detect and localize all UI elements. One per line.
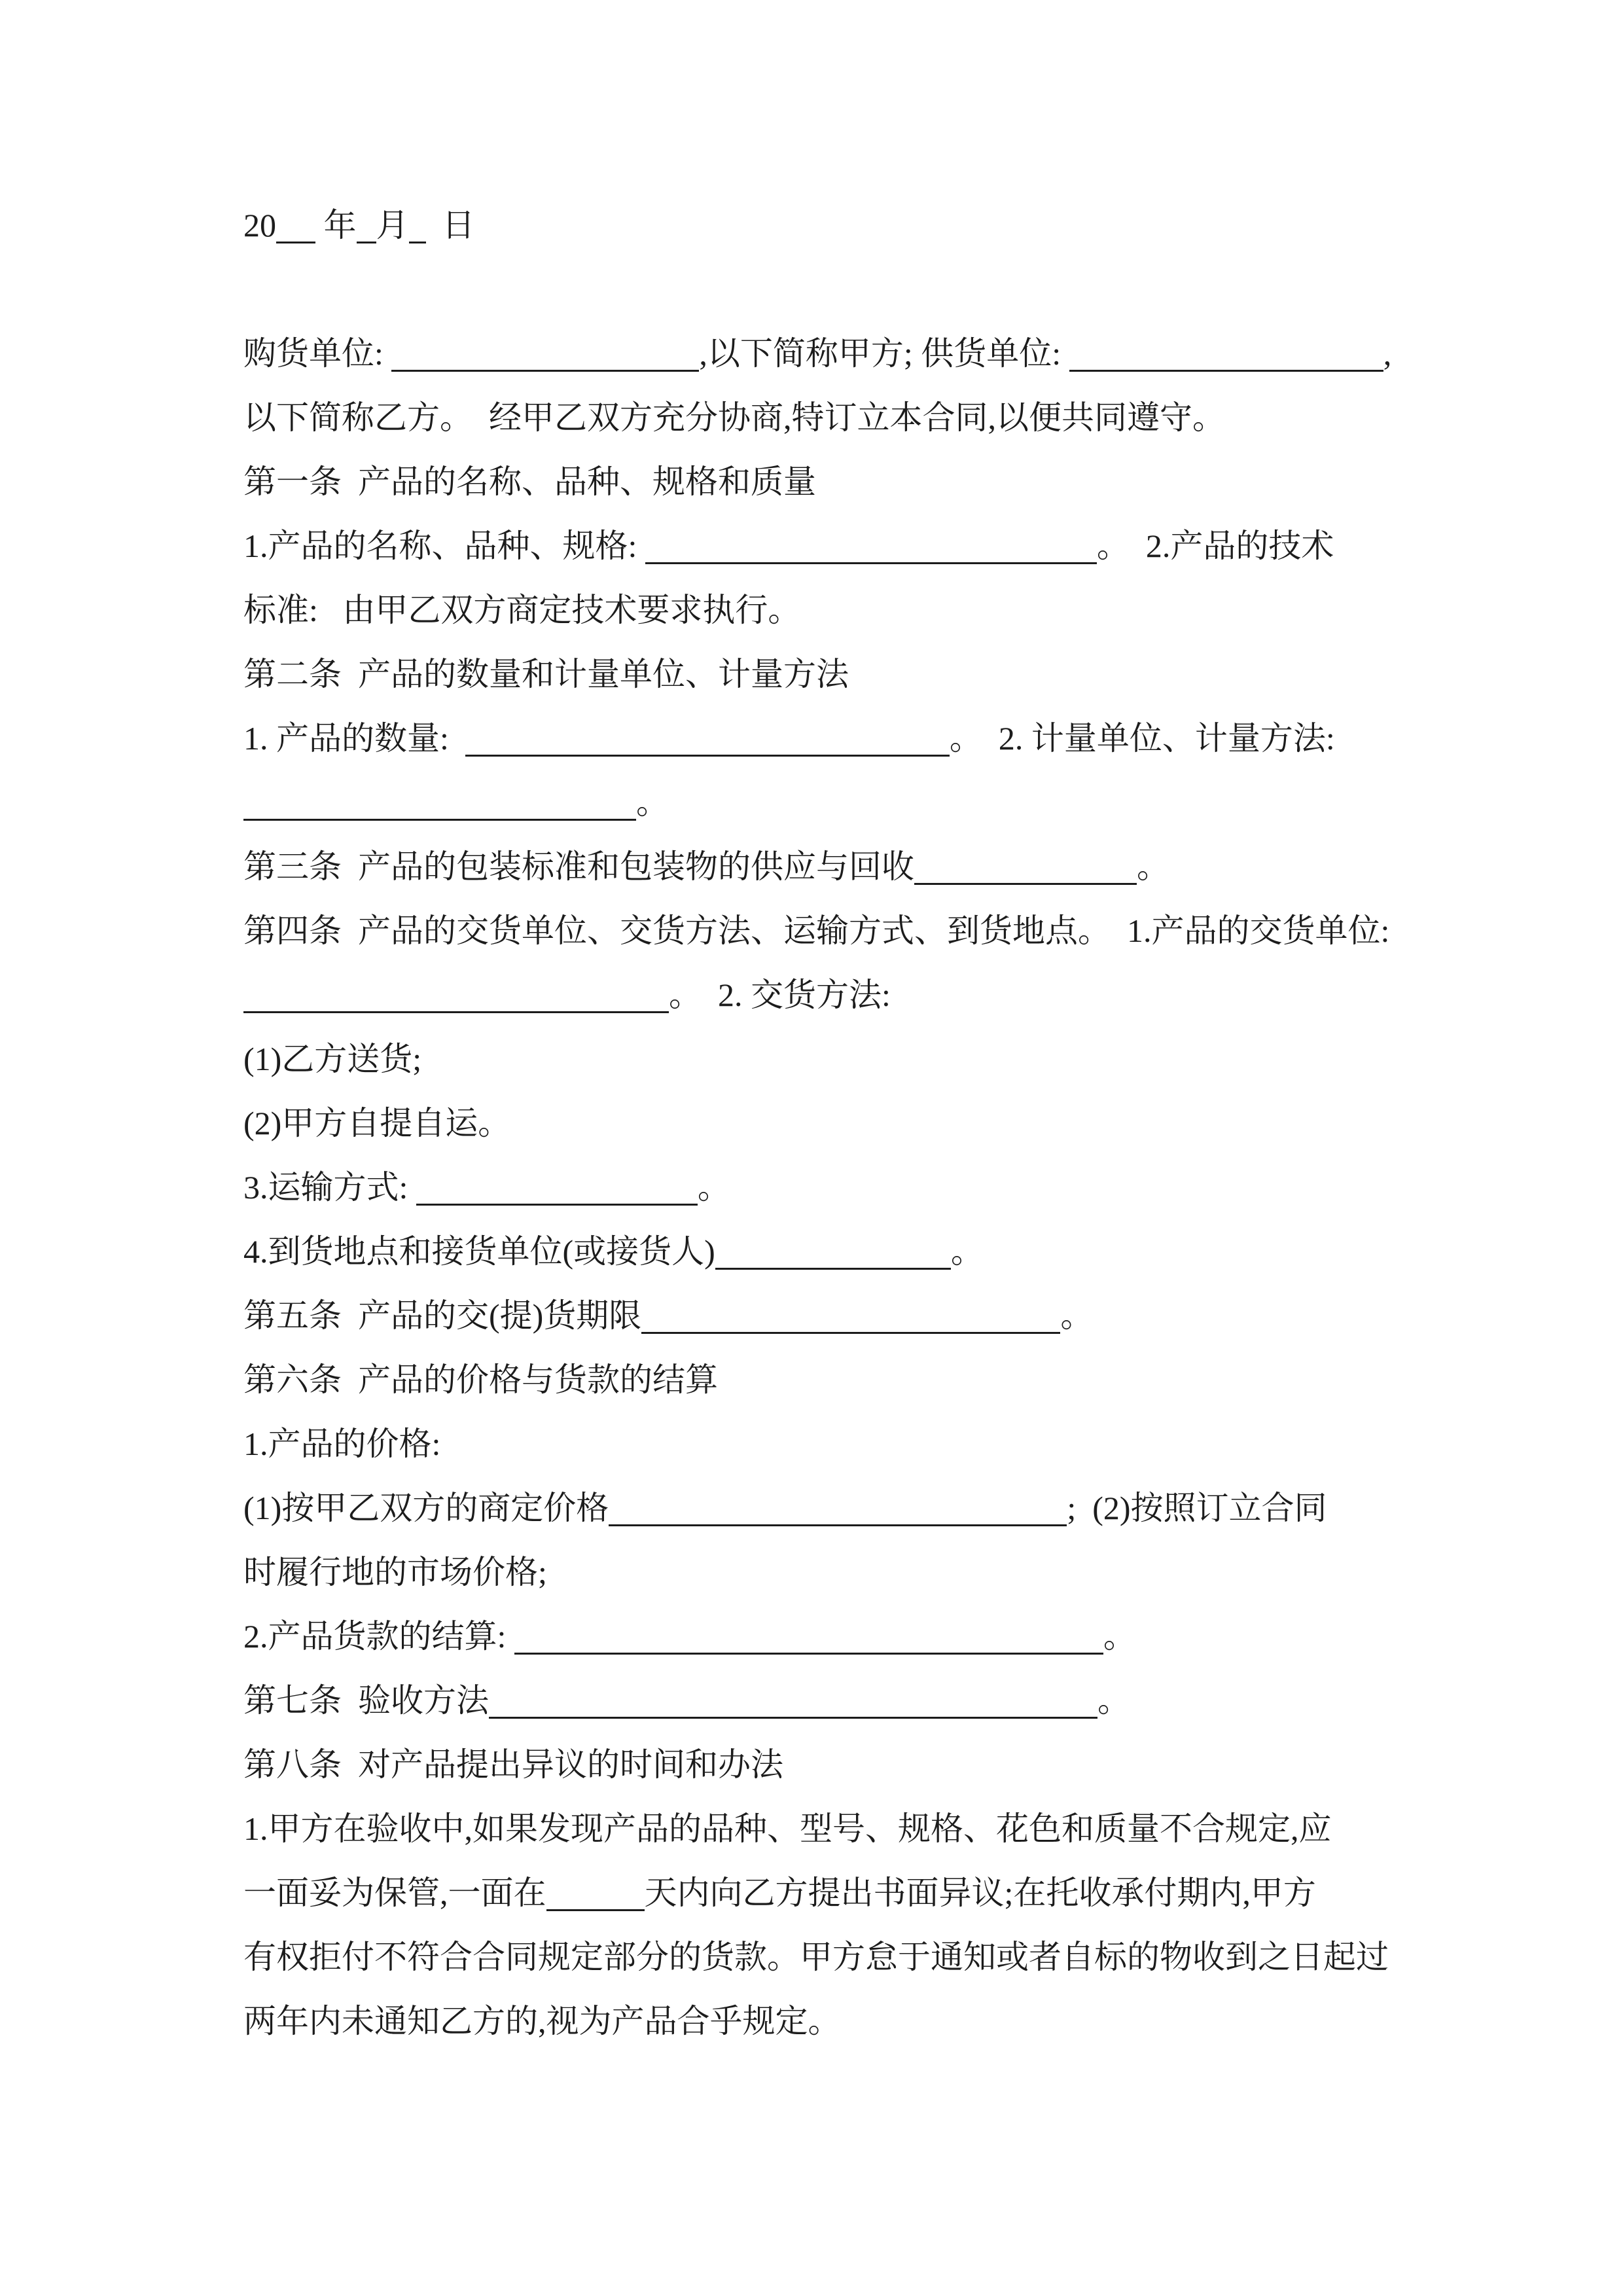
text-run: 时履行地的市场价格; (243, 1554, 547, 1590)
text-run: 。 2. 计量单位、计量方法: (949, 720, 1335, 757)
transport-mode-line (243, 1155, 1433, 1219)
text-run: 3.运输方式: (243, 1169, 416, 1206)
fill-in-blank-underline (489, 1687, 1097, 1719)
price-option-continuation (243, 1540, 1433, 1604)
fill-in-blank-underline (914, 853, 1137, 885)
text-run: 有权拒付不符合合同规定部分的货款。甲方怠于通知或者自标的物收到之日起过 (243, 1939, 1389, 1975)
article-6-heading (243, 1348, 1433, 1412)
fill-in-blank-underline (715, 1238, 951, 1270)
fill-in-blank-underline (641, 1302, 1060, 1334)
text-run: ,以下简称甲方; 供货单位: (699, 335, 1069, 372)
fill-in-blank-underline (645, 533, 1097, 564)
text-run: 4.到货地点和接货单位(或接货人) (243, 1233, 715, 1270)
text-run: 。 2. 交货方法: (669, 977, 891, 1013)
text-run: 第七条 验收方法 (243, 1682, 489, 1719)
price-option-line (243, 1476, 1433, 1540)
text-run: 年 (315, 207, 357, 243)
article-2-heading (243, 642, 1433, 706)
text-run: 两年内未通知乙方的,视为产品合乎规定。 (243, 2003, 841, 2039)
text-run: 。 (950, 1233, 984, 1270)
text-run: 1. 产品的数量: (243, 720, 465, 757)
fill-in-blank-underline (243, 789, 636, 821)
text-run: 1.甲方在验收中,如果发现产品的品种、型号、规格、花色和质量不合规定,应 (243, 1810, 1332, 1847)
text-run: (2)甲方自提自运。 (243, 1105, 511, 1141)
text-run: 第八条 对产品提出异议的时间和办法 (243, 1746, 783, 1783)
fill-in-blank-underline (514, 1623, 1103, 1655)
fill-in-blank-underline (243, 982, 669, 1013)
text-run: 第六条 产品的价格与货款的结算 (243, 1361, 718, 1398)
fill-in-blank-underline (409, 212, 426, 243)
article-3-line (243, 834, 1433, 899)
text-run: 1.产品的名称、品种、规格: (243, 528, 645, 564)
text-run: 标准: 由甲乙双方商定技术要求执行。 (243, 592, 801, 628)
article-7-line (243, 1668, 1433, 1732)
text-run: 第一条 产品的名称、品种、规格和质量 (243, 463, 816, 500)
text-run: 2.产品货款的结算: (243, 1618, 514, 1655)
text-run: 1.产品的价格: (243, 1426, 441, 1462)
text-run: 日 (425, 207, 475, 243)
article-1-item-line (243, 514, 1433, 578)
fill-in-blank-underline (609, 1495, 1067, 1526)
text-run: 第二条 产品的数量和计量单位、计量方法 (243, 656, 849, 692)
article-1-item-continuation (243, 578, 1433, 642)
article-2-item-line (243, 706, 1433, 770)
text-run: (1)乙方送货; (243, 1041, 422, 1077)
article-4-item-continuation (243, 963, 1433, 1027)
article-1-heading (243, 450, 1433, 514)
article-8-heading (243, 1732, 1433, 1797)
text-run: 。 (1060, 1297, 1094, 1334)
text-run: 天内向乙方提出书面异议;在托收承付期内,甲方 (644, 1874, 1316, 1911)
text-run: 第四条 产品的交货单位、交货方法、运输方式、到货地点。 1.产品的交货单位: (243, 912, 1390, 949)
objection-line-4 (243, 1989, 1433, 2053)
text-run: 购货单位: (243, 335, 392, 372)
text-run: 第五条 产品的交(提)货期限 (243, 1297, 642, 1334)
article-5-line (243, 1283, 1433, 1348)
fill-in-blank-underline (1069, 340, 1383, 372)
preamble-line (243, 386, 1433, 450)
article-2-item-continuation (243, 770, 1433, 834)
settlement-line (243, 1604, 1433, 1668)
text-run: 第三条 产品的包装标准和包装物的供应与回收 (243, 848, 914, 885)
text-run: 。 (1097, 1682, 1130, 1719)
fill-in-blank-underline (276, 212, 315, 243)
text-run: 。 (1137, 848, 1169, 885)
price-item-heading (243, 1412, 1433, 1476)
delivery-option-1 (243, 1027, 1433, 1091)
fill-in-blank-underline (546, 1880, 645, 1911)
objection-line-1 (243, 1797, 1433, 1861)
text-run: 。 2.产品的技术 (1096, 528, 1334, 564)
text-run: 20 (243, 207, 276, 243)
text-run: (1)按甲乙双方的商定价格 (243, 1490, 609, 1526)
objection-line-3 (243, 1925, 1433, 1989)
fill-in-blank-underline (416, 1174, 698, 1206)
objection-line-2 (243, 1861, 1433, 1925)
contract-body (243, 193, 1433, 2053)
fill-in-blank-underline (465, 725, 950, 757)
delivery-option-2 (243, 1091, 1433, 1155)
blank-spacer-line (243, 257, 1433, 321)
date-line (243, 193, 1433, 257)
fill-in-blank-underline (391, 340, 699, 372)
text-run: 月 (376, 207, 409, 243)
text-run: 。 (636, 784, 669, 821)
text-run: , (1383, 335, 1392, 372)
arrival-place-line (243, 1219, 1433, 1283)
text-run: 。 (1103, 1618, 1136, 1655)
text-run: 。 (697, 1169, 730, 1206)
text-run: ; (2)按照订立合同 (1067, 1490, 1327, 1526)
fill-in-blank-underline (357, 212, 376, 243)
text-run: 一面妥为保管,一面在 (243, 1874, 546, 1911)
article-4-heading-line (243, 899, 1433, 963)
text-run: 以下简称乙方。 经甲乙双方充分协商,特订立本合同,以便共同遵守。 (243, 399, 1225, 436)
parties-line (243, 321, 1433, 386)
